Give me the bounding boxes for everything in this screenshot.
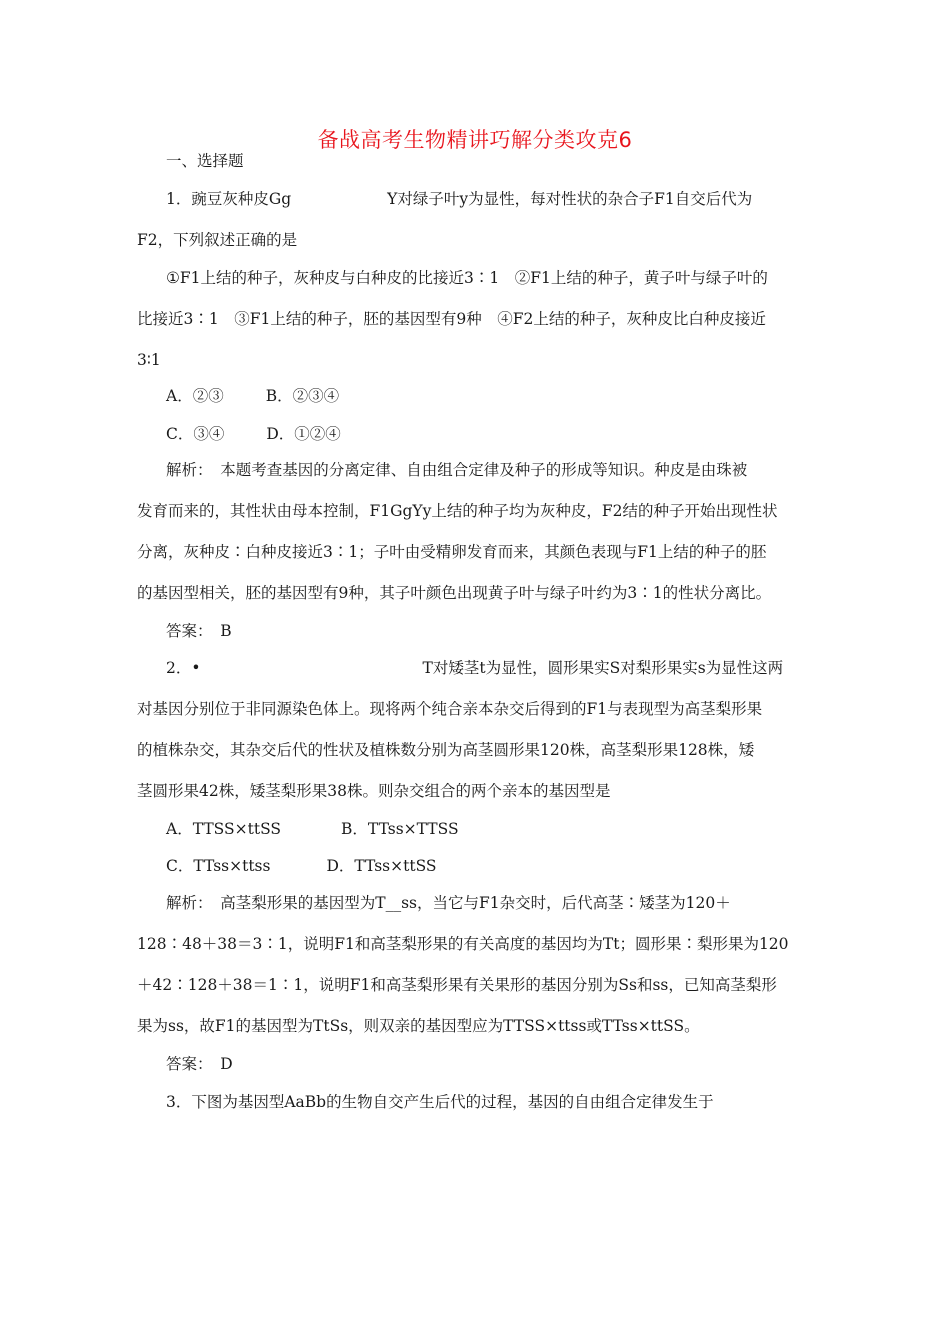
q2-option-d: D．TTss×ttSS (326, 857, 437, 875)
q2-stem-part-b: T对矮茎t为显性，圆形果实S对梨形果实s为显性这两 (422, 659, 784, 677)
q1-explanation-line-2: 发育而来的，其性状由母本控制，F1GgYy上结的种子均为灰种皮，F2结的种子开始出现性状 (137, 502, 778, 520)
section-heading: 一、选择题 (166, 152, 244, 170)
document-title: 备战高考生物精讲巧解分类攻克6 (317, 128, 633, 152)
q1-stem-part-a: 1．豌豆灰种皮Gg (166, 190, 292, 208)
q2-stem-part-a: 2．• (166, 659, 201, 677)
q1-option-b: B．②③④ (265, 387, 340, 405)
q2-option-a: A．TTSS×ttSS (166, 820, 282, 838)
q1-stem-line-2: F2，下列叙述正确的是 (137, 231, 298, 249)
q1-statements-line-2: 比接近3∶1 ③F1上结的种子，胚的基因型有9种 ④F2上结的种子，灰种皮比白种皮接近 (137, 310, 766, 328)
q3-stem-line-1: 3．下图为基因型AaBb的生物自交产生后代的过程，基因的自由组合定律发生于 (166, 1093, 714, 1111)
q1-explanation-line-3: 分离，灰种皮∶白种皮接近3∶1；子叶由受精卵发育而来，其颜色表现与F1上结的种子的胚 (137, 543, 767, 561)
q2-stem-line-4: 茎圆形果42株，矮茎梨形果38株。则杂交组合的两个亲本的基因型是 (137, 782, 611, 800)
q1-options-row-1 (166, 386, 339, 406)
q1-option-c: C．③④ (166, 425, 225, 443)
q1-options-row-2 (166, 424, 341, 444)
q2-answer: 答案： D (166, 1055, 233, 1073)
q1-option-d: D．①②④ (266, 425, 341, 443)
q2-stem-line-2: 对基因分别位于非同源染色体上。现将两个纯合亲本杂交后得到的F1与表现型为高茎梨形果 (137, 700, 763, 718)
q2-option-c: C．TTss×ttss (166, 857, 271, 875)
q1-statements-line-3: 3∶1 (137, 351, 161, 369)
q2-options-row-2 (166, 856, 437, 876)
q1-option-a: A．②③ (166, 387, 224, 405)
q1-explanation-line-1: 解析： 本题考查基因的分离定律、自由组合定律及种子的形成等知识。种皮是由珠被 (166, 461, 748, 479)
q2-stem-line-1 (166, 658, 783, 678)
q1-stem-line-1 (166, 189, 752, 209)
q2-stem-line-3: 的植株杂交，其杂交后代的性状及植株数分别为高茎圆形果120株，高茎梨形果128株，矮 (137, 741, 755, 759)
q2-options-row-1 (166, 819, 459, 839)
q1-answer: 答案： B (166, 622, 232, 640)
q2-explanation-line-3: ＋42∶128＋38＝1∶1，说明F1和高茎梨形果有关果形的基因分别为Ss和ss，已知高茎梨形 (137, 976, 777, 994)
q2-explanation-line-2: 128∶48＋38＝3∶1，说明F1和高茎梨形果的有关高度的基因均为Tt；圆形果∶梨形果为120 (137, 935, 789, 953)
q1-statements-line-1: ①F1上结的种子，灰种皮与白种皮的比接近3∶1 ②F1上结的种子，黄子叶与绿子叶的 (166, 269, 768, 287)
q2-explanation-line-4: 果为ss，故F1的基因型为TtSs，则双亲的基因型应为TTSS×ttss或TTss×ttSS。 (137, 1017, 700, 1035)
q2-explanation-line-1: 解析： 高茎梨形果的基因型为T__ss，当它与F1杂交时，后代高茎∶矮茎为120＋ (166, 894, 731, 912)
q1-explanation-line-4: 的基因型相关，胚的基因型有9种，其子叶颜色出现黄子叶与绿子叶约为3∶1的性状分离比。 (137, 584, 772, 602)
q2-option-b: B．TTss×TTSS (341, 820, 459, 838)
q1-stem-part-b: Y对绿子叶y为显性，每对性状的杂合子F1自交后代为 (387, 190, 753, 208)
